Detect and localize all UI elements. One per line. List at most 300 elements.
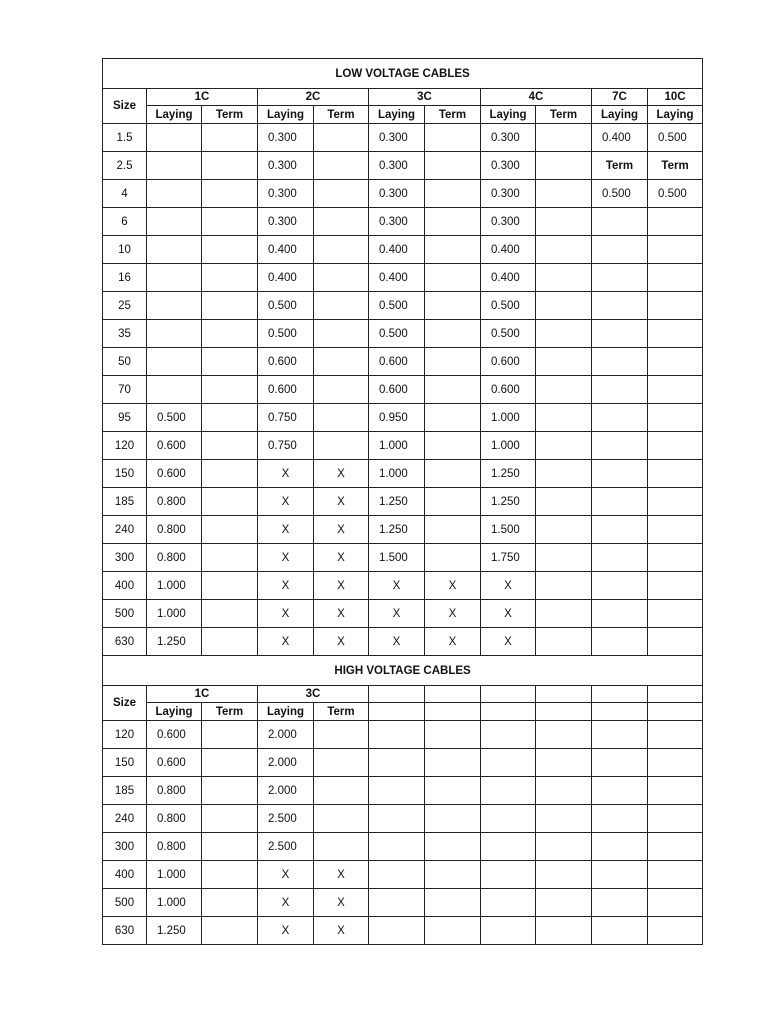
value-cell: 1.500 xyxy=(481,516,536,544)
size-cell: 185 xyxy=(103,488,147,516)
value-cell xyxy=(536,236,592,264)
value-cell xyxy=(202,917,258,945)
value-cell: 0.600 xyxy=(147,432,202,460)
value-cell xyxy=(369,861,425,889)
value-cell: 1.250 xyxy=(481,460,536,488)
value-cell: 0.600 xyxy=(147,460,202,488)
value-cell: X xyxy=(369,572,425,600)
size-cell: 120 xyxy=(103,721,147,749)
value-cell: 0.800 xyxy=(147,777,202,805)
value-cell xyxy=(592,320,648,348)
value-cell xyxy=(369,805,425,833)
value-cell: 1.250 xyxy=(369,516,425,544)
value-cell xyxy=(536,544,592,572)
value-cell xyxy=(369,833,425,861)
value-cell: 0.300 xyxy=(369,124,425,152)
value-cell: 1.250 xyxy=(147,628,202,656)
table-row xyxy=(103,292,703,320)
size-cell: 16 xyxy=(103,264,147,292)
value-cell xyxy=(648,805,703,833)
size-cell: 95 xyxy=(103,404,147,432)
value-cell: X xyxy=(314,460,369,488)
size-cell: 630 xyxy=(103,917,147,945)
value-cell: 0.400 xyxy=(369,236,425,264)
value-cell xyxy=(592,917,648,945)
high-voltage-section xyxy=(103,656,703,945)
value-cell xyxy=(592,404,648,432)
value-cell xyxy=(592,460,648,488)
value-cell xyxy=(425,721,481,749)
value-cell xyxy=(536,264,592,292)
value-cell xyxy=(147,348,202,376)
value-cell xyxy=(536,152,592,180)
hv-group-header: 3C xyxy=(258,686,369,703)
hv-empty-header xyxy=(592,703,648,721)
value-cell xyxy=(536,432,592,460)
size-cell: 150 xyxy=(103,460,147,488)
table-row xyxy=(103,152,703,180)
value-cell: 0.300 xyxy=(369,208,425,236)
hv-group-header: 1C xyxy=(147,686,258,703)
size-cell: 500 xyxy=(103,889,147,917)
value-cell: X xyxy=(258,628,314,656)
value-cell: X xyxy=(425,628,481,656)
value-cell xyxy=(314,208,369,236)
hv-empty-header xyxy=(648,703,703,721)
value-cell xyxy=(202,320,258,348)
value-cell xyxy=(314,805,369,833)
value-cell xyxy=(314,124,369,152)
value-cell: 0.950 xyxy=(369,404,425,432)
hv-empty-header xyxy=(648,686,703,703)
lv-subheader: Laying xyxy=(147,106,202,124)
value-cell: X xyxy=(481,572,536,600)
table-row xyxy=(103,208,703,236)
value-cell: X xyxy=(314,572,369,600)
value-cell xyxy=(425,777,481,805)
hv-subheader: Term xyxy=(314,703,369,721)
table-row xyxy=(103,236,703,264)
value-cell xyxy=(202,544,258,572)
value-cell xyxy=(648,292,703,320)
value-cell: X xyxy=(314,917,369,945)
value-cell xyxy=(425,889,481,917)
value-cell xyxy=(536,749,592,777)
hv-empty-header xyxy=(536,703,592,721)
table-row xyxy=(103,721,703,749)
value-cell xyxy=(425,208,481,236)
value-cell: X xyxy=(258,600,314,628)
hv-empty-header xyxy=(481,703,536,721)
value-cell: 0.600 xyxy=(147,721,202,749)
value-cell: 0.800 xyxy=(147,544,202,572)
value-cell: X xyxy=(314,488,369,516)
low-voltage-section xyxy=(103,59,703,656)
value-cell: 0.500 xyxy=(147,404,202,432)
value-cell: 0.600 xyxy=(369,376,425,404)
size-cell: 300 xyxy=(103,544,147,572)
value-cell xyxy=(314,320,369,348)
value-cell xyxy=(536,320,592,348)
value-cell xyxy=(147,152,202,180)
lv-subheader: Laying xyxy=(592,106,648,124)
value-cell xyxy=(648,917,703,945)
value-cell xyxy=(536,889,592,917)
value-cell: 0.600 xyxy=(258,376,314,404)
value-cell xyxy=(202,889,258,917)
value-cell xyxy=(536,124,592,152)
size-cell: 50 xyxy=(103,348,147,376)
value-cell: 1.250 xyxy=(147,917,202,945)
value-cell: 1.000 xyxy=(369,460,425,488)
size-cell: 400 xyxy=(103,861,147,889)
value-cell xyxy=(202,376,258,404)
value-cell xyxy=(648,348,703,376)
hv-section-title: HIGH VOLTAGE CABLES xyxy=(103,656,703,686)
lv-group-header: 1C xyxy=(147,89,258,106)
size-cell: 400 xyxy=(103,572,147,600)
value-cell xyxy=(314,404,369,432)
value-cell: 0.750 xyxy=(258,404,314,432)
hv-empty-header xyxy=(592,686,648,703)
value-cell: 1.250 xyxy=(369,488,425,516)
value-cell: X xyxy=(369,600,425,628)
value-cell: 0.500 xyxy=(258,292,314,320)
value-cell xyxy=(314,376,369,404)
value-cell: X xyxy=(258,889,314,917)
value-cell xyxy=(369,889,425,917)
value-cell: 1.000 xyxy=(481,404,536,432)
value-cell xyxy=(592,432,648,460)
table-row xyxy=(103,833,703,861)
value-cell: X xyxy=(481,600,536,628)
value-cell xyxy=(202,600,258,628)
value-cell xyxy=(425,805,481,833)
value-cell xyxy=(314,833,369,861)
value-cell xyxy=(202,749,258,777)
value-cell xyxy=(202,404,258,432)
value-cell xyxy=(147,376,202,404)
value-cell xyxy=(202,572,258,600)
value-cell xyxy=(648,721,703,749)
value-cell xyxy=(425,124,481,152)
value-cell: 1.000 xyxy=(369,432,425,460)
table-row xyxy=(103,320,703,348)
value-cell xyxy=(202,777,258,805)
value-cell xyxy=(314,152,369,180)
value-cell xyxy=(536,208,592,236)
value-cell xyxy=(592,516,648,544)
value-cell: 0.600 xyxy=(147,749,202,777)
size-cell: 185 xyxy=(103,777,147,805)
value-cell xyxy=(536,600,592,628)
value-cell: X xyxy=(258,544,314,572)
value-cell xyxy=(481,777,536,805)
value-cell: 0.300 xyxy=(481,124,536,152)
value-cell xyxy=(648,861,703,889)
value-cell xyxy=(592,544,648,572)
value-cell xyxy=(592,488,648,516)
value-cell xyxy=(425,432,481,460)
value-cell xyxy=(369,917,425,945)
value-cell xyxy=(648,432,703,460)
value-cell xyxy=(592,376,648,404)
value-cell xyxy=(592,236,648,264)
value-cell xyxy=(425,264,481,292)
value-cell: 0.300 xyxy=(369,152,425,180)
value-cell: 0.400 xyxy=(258,264,314,292)
value-cell xyxy=(648,600,703,628)
value-cell: 0.300 xyxy=(481,208,536,236)
value-cell xyxy=(314,236,369,264)
value-cell xyxy=(536,861,592,889)
value-cell xyxy=(202,124,258,152)
value-cell: 2.000 xyxy=(258,777,314,805)
value-cell xyxy=(369,749,425,777)
table-row xyxy=(103,264,703,292)
value-cell xyxy=(425,320,481,348)
size-cell: 300 xyxy=(103,833,147,861)
value-cell xyxy=(425,348,481,376)
value-cell: X xyxy=(314,628,369,656)
value-cell: 0.600 xyxy=(481,348,536,376)
value-cell: X xyxy=(425,572,481,600)
value-cell: 0.300 xyxy=(481,152,536,180)
value-cell xyxy=(536,833,592,861)
value-cell xyxy=(648,320,703,348)
value-cell xyxy=(592,600,648,628)
table-row xyxy=(103,600,703,628)
value-cell xyxy=(536,516,592,544)
lv-subheader: Laying xyxy=(258,106,314,124)
value-cell xyxy=(202,721,258,749)
value-cell: 2.000 xyxy=(258,721,314,749)
table-row xyxy=(103,404,703,432)
table-row xyxy=(103,544,703,572)
value-cell: 0.500 xyxy=(648,124,703,152)
value-cell xyxy=(202,833,258,861)
value-cell: X xyxy=(369,628,425,656)
value-cell xyxy=(314,180,369,208)
size-cell: 35 xyxy=(103,320,147,348)
value-cell xyxy=(481,917,536,945)
lv-group-header: 3C xyxy=(369,89,481,106)
cable-rates-sheet xyxy=(102,58,702,937)
value-cell xyxy=(314,264,369,292)
value-cell xyxy=(648,749,703,777)
lv-subheader: Laying xyxy=(481,106,536,124)
value-cell: 0.500 xyxy=(369,320,425,348)
value-cell: 0.800 xyxy=(147,833,202,861)
value-cell xyxy=(536,777,592,805)
value-cell: 0.750 xyxy=(258,432,314,460)
value-cell xyxy=(147,124,202,152)
value-cell xyxy=(592,292,648,320)
value-cell: 0.400 xyxy=(369,264,425,292)
table-row xyxy=(103,917,703,945)
value-cell xyxy=(147,320,202,348)
value-cell xyxy=(592,805,648,833)
size-cell: 25 xyxy=(103,292,147,320)
value-cell xyxy=(592,777,648,805)
size-cell: 6 xyxy=(103,208,147,236)
lv-subheader: Term xyxy=(536,106,592,124)
value-cell xyxy=(648,460,703,488)
table-row xyxy=(103,777,703,805)
value-cell: X xyxy=(425,600,481,628)
value-cell xyxy=(592,208,648,236)
lv-subheader: Laying xyxy=(648,106,703,124)
lv-subheader: Term xyxy=(425,106,481,124)
value-cell: 0.300 xyxy=(258,180,314,208)
value-cell: X xyxy=(258,460,314,488)
table-row xyxy=(103,180,703,208)
value-cell xyxy=(536,404,592,432)
table-row xyxy=(103,432,703,460)
value-cell xyxy=(202,348,258,376)
table-row xyxy=(103,460,703,488)
table-row xyxy=(103,488,703,516)
value-cell: Term xyxy=(592,152,648,180)
value-cell xyxy=(425,917,481,945)
table-row xyxy=(103,889,703,917)
value-cell: 0.800 xyxy=(147,516,202,544)
value-cell xyxy=(425,516,481,544)
value-cell xyxy=(202,236,258,264)
value-cell: 1.000 xyxy=(147,861,202,889)
hv-subheader: Term xyxy=(202,703,258,721)
value-cell xyxy=(202,152,258,180)
table-row xyxy=(103,124,703,152)
value-cell xyxy=(147,264,202,292)
lv-group-header: 4C xyxy=(481,89,592,106)
value-cell xyxy=(536,376,592,404)
hv-empty-header xyxy=(425,686,481,703)
value-cell: 0.400 xyxy=(481,236,536,264)
value-cell: X xyxy=(258,572,314,600)
value-cell xyxy=(425,544,481,572)
value-cell xyxy=(425,376,481,404)
size-cell: 1.5 xyxy=(103,124,147,152)
value-cell xyxy=(425,749,481,777)
value-cell: 1.750 xyxy=(481,544,536,572)
value-cell: 2.500 xyxy=(258,805,314,833)
value-cell xyxy=(592,889,648,917)
value-cell xyxy=(425,180,481,208)
value-cell: 1.500 xyxy=(369,544,425,572)
value-cell xyxy=(648,572,703,600)
value-cell xyxy=(536,917,592,945)
value-cell: 1.000 xyxy=(147,889,202,917)
value-cell xyxy=(369,721,425,749)
value-cell xyxy=(147,208,202,236)
value-cell: X xyxy=(314,544,369,572)
value-cell xyxy=(648,889,703,917)
value-cell xyxy=(147,236,202,264)
size-cell: 120 xyxy=(103,432,147,460)
value-cell: 0.400 xyxy=(258,236,314,264)
cable-table xyxy=(102,58,703,945)
value-cell xyxy=(425,460,481,488)
size-cell: 2.5 xyxy=(103,152,147,180)
value-cell: X xyxy=(481,628,536,656)
value-cell xyxy=(314,348,369,376)
size-cell: 150 xyxy=(103,749,147,777)
lv-subheader: Term xyxy=(202,106,258,124)
lv-group-header: 10C xyxy=(648,89,703,106)
hv-subheader: Laying xyxy=(258,703,314,721)
value-cell xyxy=(536,292,592,320)
value-cell xyxy=(314,721,369,749)
value-cell xyxy=(648,544,703,572)
value-cell xyxy=(648,628,703,656)
size-cell: 500 xyxy=(103,600,147,628)
size-cell: 4 xyxy=(103,180,147,208)
value-cell: 0.300 xyxy=(481,180,536,208)
value-cell xyxy=(425,833,481,861)
value-cell xyxy=(425,236,481,264)
lv-subheader: Term xyxy=(314,106,369,124)
value-cell: 0.800 xyxy=(147,805,202,833)
value-cell: 0.800 xyxy=(147,488,202,516)
value-cell xyxy=(481,861,536,889)
value-cell: 0.500 xyxy=(481,320,536,348)
value-cell xyxy=(202,180,258,208)
value-cell xyxy=(648,516,703,544)
value-cell xyxy=(592,628,648,656)
value-cell xyxy=(314,749,369,777)
value-cell xyxy=(481,721,536,749)
value-cell: 0.600 xyxy=(258,348,314,376)
value-cell xyxy=(536,721,592,749)
size-cell: 630 xyxy=(103,628,147,656)
value-cell xyxy=(536,805,592,833)
value-cell xyxy=(592,264,648,292)
value-cell xyxy=(202,264,258,292)
value-cell xyxy=(202,861,258,889)
value-cell xyxy=(592,861,648,889)
value-cell xyxy=(314,777,369,805)
table-row xyxy=(103,516,703,544)
value-cell xyxy=(202,432,258,460)
value-cell: 2.500 xyxy=(258,833,314,861)
value-cell: 0.500 xyxy=(369,292,425,320)
hv-empty-header xyxy=(425,703,481,721)
lv-group-header: 7C xyxy=(592,89,648,106)
lv-size-header: Size xyxy=(103,89,147,124)
value-cell xyxy=(425,292,481,320)
value-cell xyxy=(202,805,258,833)
value-cell xyxy=(314,432,369,460)
value-cell xyxy=(202,292,258,320)
value-cell xyxy=(202,516,258,544)
value-cell xyxy=(648,404,703,432)
table-row xyxy=(103,749,703,777)
value-cell: 0.600 xyxy=(369,348,425,376)
value-cell: X xyxy=(314,516,369,544)
value-cell: Term xyxy=(648,152,703,180)
value-cell xyxy=(648,488,703,516)
value-cell: 0.300 xyxy=(258,124,314,152)
table-row xyxy=(103,376,703,404)
size-cell: 10 xyxy=(103,236,147,264)
value-cell xyxy=(592,572,648,600)
value-cell xyxy=(592,749,648,777)
value-cell xyxy=(147,180,202,208)
value-cell xyxy=(202,488,258,516)
value-cell xyxy=(425,488,481,516)
value-cell xyxy=(425,404,481,432)
